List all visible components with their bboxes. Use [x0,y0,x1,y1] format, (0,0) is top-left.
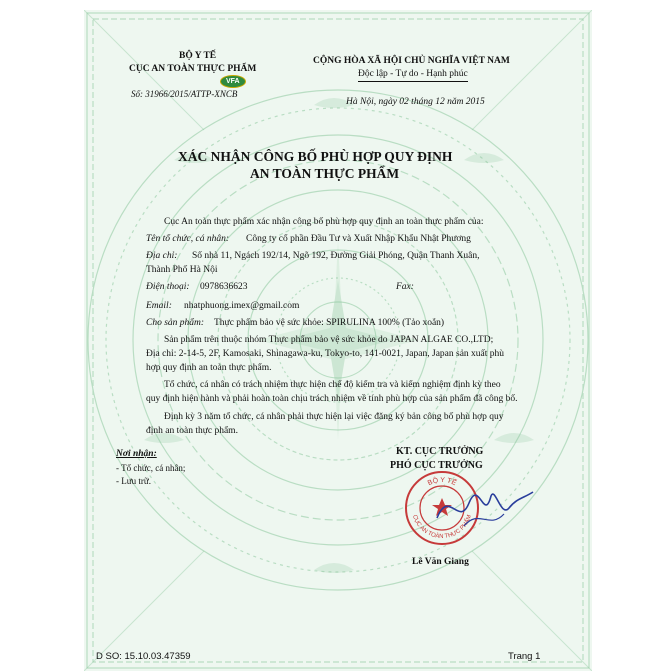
signer-name: Lê Văn Giang [412,557,469,567]
paragraph3-line2: định an toàn thực phẩm. [146,426,238,436]
paragraph2-line1: Tổ chức, cá nhân có trách nhiệm thực hiện chế độ kiểm tra và kiểm nghiệm định kỳ theo [164,380,501,390]
seal-bottom-text: CỤC AN TOÀN THỰC PHẨM [410,514,474,541]
signer-role-1: KT. CỤC TRƯỞNG [396,446,484,457]
address-line1: Số nhà 11, Ngách 192/14, Ngõ 192, Đường Giải Phóng, Quận Thanh Xuân, [192,251,480,261]
handwritten-signature-icon [429,478,539,538]
document-title-line1: XÁC NHẬN CÔNG BỐ PHÙ HỢP QUY ĐỊNH [178,149,453,164]
recipient-item-2: - Lưu trữ. [116,476,151,486]
email-label: Email: [146,301,172,311]
phone-value: 0978636623 [200,282,248,292]
recipients-label: Nơi nhận: [116,449,157,459]
issue-date: Hà Nội, ngày 02 tháng 12 năm 2015 [346,97,485,107]
document-number: Số: 31966/2015/ATTP-XNCB [131,89,238,99]
recipient-item-1: - Tổ chức, cá nhân; [116,463,186,473]
product-value: Thực phẩm bảo vệ sức khỏe: SPIRULINA 100% (Tảo xoắn) [214,318,445,328]
document-page [84,10,592,671]
ministry-name: BỘ Y TẾ [179,51,217,61]
product-label: Cho sản phẩm: [146,318,205,328]
paragraph2-line2: quy định hiện hành và phải hoàn toàn chịu trách nhiệm về tính phù hợp của sản phẩm đã công bố. [146,394,518,404]
paragraph1-line2: Địa chỉ: 2-14-5, 2F, Kamosaki, Shinagawa-ku, Tokyo-to, 141-0021, Japan, Japan sản xuất phù [146,349,505,359]
footer-page-number: Trang 1 [508,651,541,662]
org-value: Công ty cổ phần Đầu Tư và Xuất Nhập Khẩu Nhật Phương [246,234,471,244]
republic-name: CỘNG HÒA XÃ HỘI CHỦ NGHĨA VIỆT NAM [313,56,510,66]
fax-label: Fax: [396,282,414,292]
national-motto: Độc lập - Tự do - Hạnh phúc [358,70,468,82]
intro-text: Cục An toàn thực phẩm xác nhận công bố phù hợp quy định an toàn thực phẩm của: [164,217,484,227]
org-label: Tên tổ chức, cá nhân: [146,234,230,244]
address-line2: Thành Phố Hà Nội [146,265,218,275]
signer-role-2: PHÓ CỤC TRƯỞNG [390,460,483,471]
phone-label: Điện thoại: [146,282,190,292]
department-name: CỤC AN TOÀN THỰC PHẨM [129,64,257,74]
seal-top-text: BỘ Y TẾ [426,476,458,488]
paragraph1-line1: Sản phẩm trên thuộc nhóm Thực phẩm bảo vệ sức khỏe do JAPAN ALGAE CO.,LTD; [164,335,494,345]
email-value: nhatphuong.imex@gmail.com [184,301,300,311]
footer-document-code: D SO: 15.10.03.47359 [96,651,191,662]
address-label: Địa chỉ: [146,251,178,261]
paragraph3-line1: Định kỳ 3 năm tổ chức, cá nhân phải thực hiện lại việc đăng ký bản công bố phù hợp quy [164,412,504,422]
document-title-line2: AN TOÀN THỰC PHẨM [250,166,400,181]
paragraph1-line3: hợp quy định an toàn thực phẩm. [146,363,272,373]
vfa-logo: VFA [220,75,246,88]
